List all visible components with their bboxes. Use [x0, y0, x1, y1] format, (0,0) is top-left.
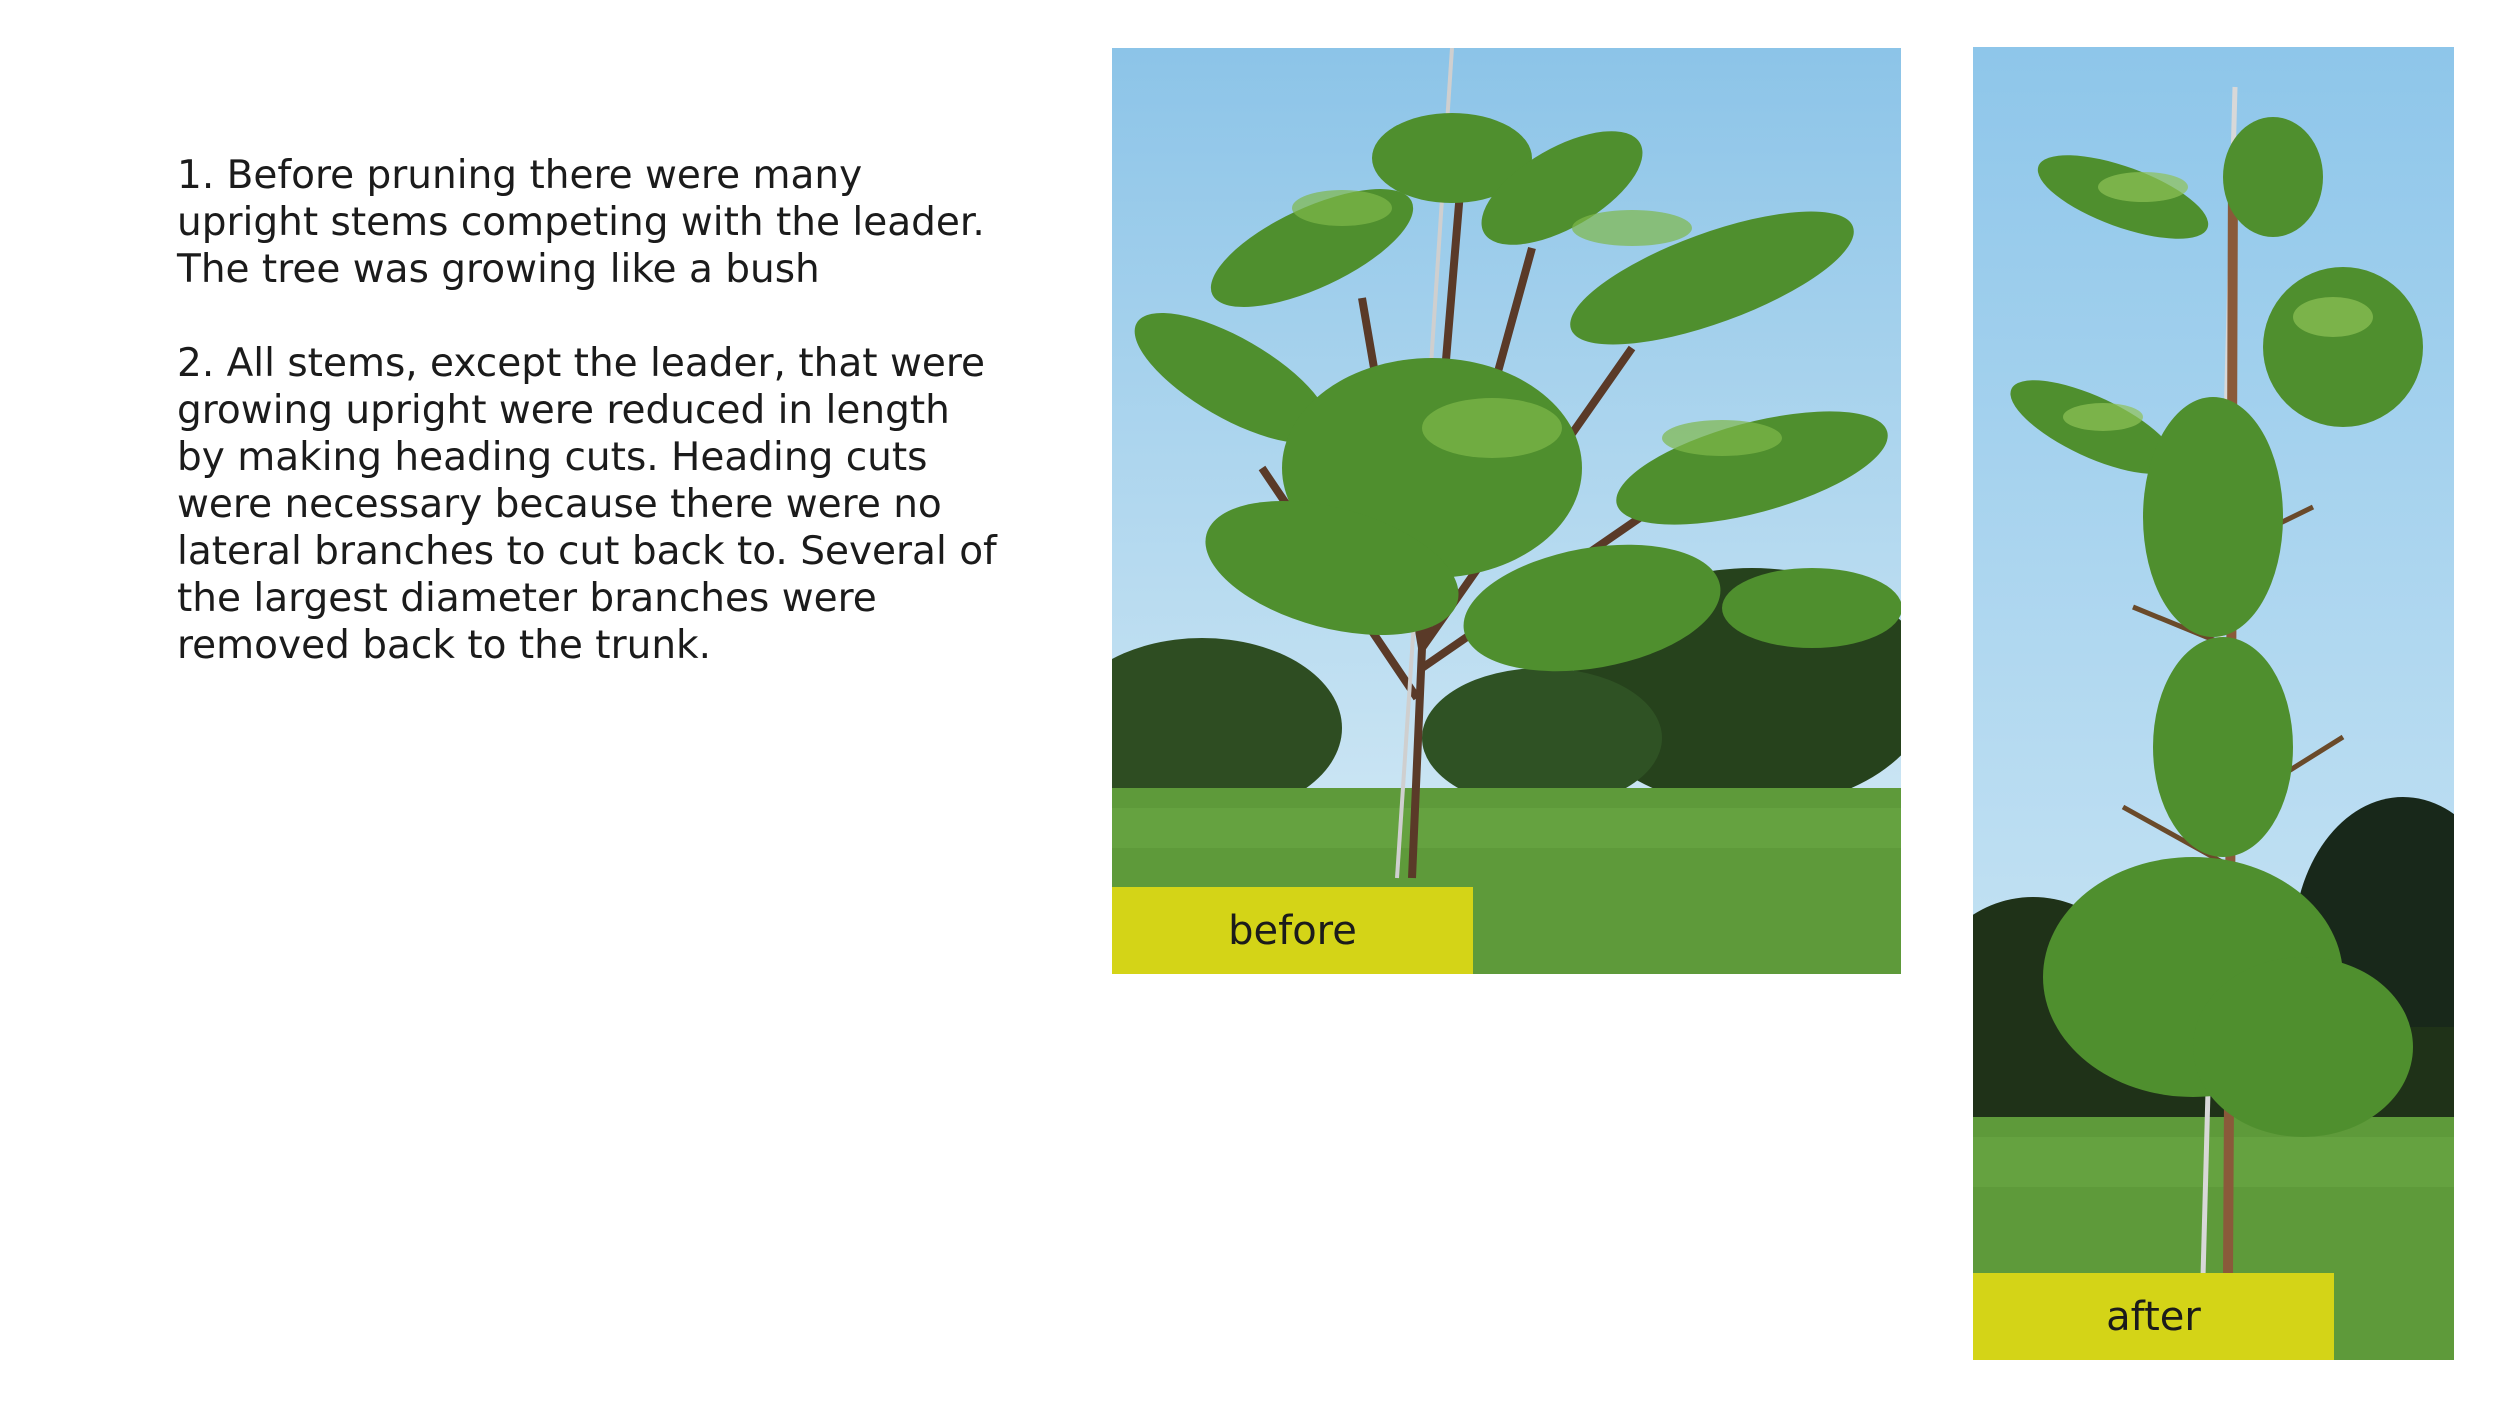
- before-tree-photo: [1112, 48, 1901, 974]
- description-text: [177, 152, 997, 716]
- before-tree-illustration: [1112, 48, 1901, 974]
- before-caption: before: [1112, 887, 1473, 974]
- after-caption: after: [1973, 1273, 2334, 1360]
- paragraph-after-pruning: 2. All stems, except the leader, that were growing upright were reduced in length by making heading cuts. Heading cuts were necessary because there were no lateral branches to cut back to. Several of the largest diameter branches were removed back to the trunk.: [177, 341, 997, 668]
- paragraph-before-pruning: 1. Before pruning there were many upright stems competing with the leader. The tree was growing like a bush: [177, 153, 985, 292]
- after-tree-illustration: [1973, 47, 2454, 1360]
- after-tree-photo: [1973, 47, 2454, 1360]
